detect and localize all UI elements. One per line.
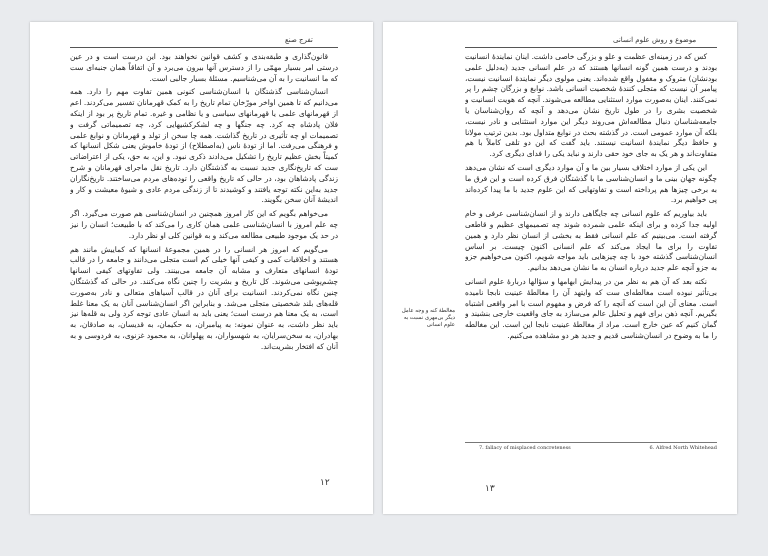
right-running-head: موضوع و روش علوم انسانی xyxy=(613,36,697,44)
left-page xyxy=(30,22,373,514)
right-header-rule xyxy=(465,47,717,48)
left-body-text xyxy=(70,52,338,462)
footnote-6: 6. Alfred North Whitehead xyxy=(649,445,717,451)
paragraph: قانون‌گذاری و طبقه‌بندی و کشف قوانین نخواهند بود. این درست است و در عین درستی امر بسیار مهمّی را از دسترس آنها بیرون می‌برد و آن اتفاقاً همان جنبه‌ای ست که ما انسانیت را به آن می‌شناسیم. مسئلهٔ بسیار جالبی است. xyxy=(70,52,338,83)
left-page-number: ۱۲ xyxy=(320,478,330,488)
paragraph: باید بیاوریم که علوم انسانی چه جایگاهی دارند و از انسان‌شناسی عرفی و خام اولیه جدا کرده و برای اینکه علمی شمرده شوند چه تصمیمهای عظیم و قاطعی گرفته است. می‌بینیم که علم انسانی فقط به بخشی از انسان نظر دارد و همین تفاوت را برای ما ایجاد می‌کند که علم انسانی اکنون چیست. بر اساس انسان‌شناسی گذشته خود با چه چیزهایی باید مواجه شویم، اکنون می‌خواهیم جزو به جزو آنچه علم جدید درباره انسان به ما نشان می‌دهد بدانیم. xyxy=(465,209,717,273)
paragraph: نکته بعد که آن هم به نظر من در پیدایش ابهامها و سؤالها دربارهٔ علوم انسانی بی‌تأثیر نبوده است مغالطه‌ای ست که وایتهد آن را مغالطهٔ عینیت نابجا نامیده است. معنای آن این است که آنچه را که فرض و مفهوم است با امر واقعی اشتباه بگیریم. آنچه ذهن برای فهم و تحلیل عالم می‌سازد به جای واقعیت خارجی بنشیند و گمان کنیم که عین خارج است. مراد از مغالطهٔ عینیت نابجا این است. این مغالطه را ما به وضوح در انسان‌شناسی قدیم و جدید هر دو مشاهده می‌کنیم. xyxy=(465,276,717,340)
right-body-text xyxy=(465,52,717,450)
paragraph: کس که در زمینه‌ای عظمت و علو و بزرگی خاصی داشت. اینان نمایندهٔ انسانیت بودند و درست همین گونه انسانها هستند که در علم انسانی جدید (به‌دلیل علمی بودنشان) متروک و مغفول واقع شده‌اند. یعنی مولوی دیگر نمایندهٔ انسانیت نیست، پیامبر آن نیست که متجلی کنندهٔ شخصیت انسانی باشد. نوابغ و بزرگان چشم را پر نمی‌کنند. اینان به‌صورت موارد استثنایی مطالعه می‌شوند. آنچه که هویت انسانیت و شخصیت بشری را در طول تاریخ نشان می‌دهد و آنچه که روان‌شناسان یا جامعه‌شناسان دنبال مطالعه‌اش می‌روند دیگر این موارد استثنایی و نادر نیست، بلکه آن موارد عمومی است. در گذشته بحث در نوابغ متداول بود. بدین ترتیب مولانا و حافظ دیگر نمایندهٔ انسانیت نیستند. باید گفت که این دو تلقی کاملاً با هم متفاوت‌اند و هر یک به جای خود حقی دارند و نباید یکی را فدای دیگری کرد. xyxy=(465,52,717,159)
paragraph: می‌گویم که امروز هر انسانی را در همین مجموعهٔ انسانها که کماییش مانند هم هستند و اخلاقیات کمی و کیفی آنها خیلی کم است متجلی می‌دانند و جامعه را در قالب تودهٔ انسانهای متعارف و مشابه آن جامعه می‌بینند. ولی تفاوتهای کیفی انسانها چشم‌پوشی می‌شوند. کل تاریخ و بشریت را چنین نگاه می‌کنند. در حالی که گذشتگان چنین نگاه نمی‌کردند. انسانیت برای آنان در قالب آسیاهای متعالی و نادر به‌صورت قله‌های بلند شخصیتی متجلی می‌شد. و بنابراین اگر انسان‌شناسی آنان به یک معنا غلط است، به یک معنا هم درست است؛ یعنی باید به انسان عادی توجه کرد ولی به قله‌ها نیز باید نظر داشت، به عنوان نمونه: به پیامبران، به حکیمان، به قدیسان، به صادقان، به بهادران، به سخن‌سرایان، به شهسواران، به پهلوانان، به محمود غزنوی، به فردوسی و به آنان که افتخار بشریت‌اند. xyxy=(70,244,338,351)
paragraph: انسان‌شناسی گذشتگان با انسان‌شناسی کنونی همین تفاوت مهم را دارد. همه می‌دانیم که تا همین اواخر مورّخان تمام تاریخ را به کمک قهرمانان تفسیر می‌کردند. اعم از قهرمانهای علمی یا قهرمانهای سیاسی و یا نظامی و غیره. تمام تاریخ پر بود از اینکه فلان پادشاه چه کرد. چه جنگها و چه لشکرکشیهایی کرد، چه تصمیماتی گرفت و تصمیمات او چه تأثیری در تاریخ گذاشت. همه چا سخن از تولد و قهرمانان و نوابغ علمی و فرهنگی می‌رفت. اما از تودهٔ ناس (به‌اصطلاح) از تودهٔ خاموش یعنی شکل انسانها که کمیتاً بخش عظیم تاریخ را تشکیل می‌دادند ذکری نبود. و این، به حق، یکی از اعتراضاتی ست که تاریخ‌نگاری جدید نسبت به گذشتگان دارد. تاریخ نقل ماجرای قهرمانان و شرح زندگی پادشاهان بود، در حالی که تاریخ واقعی را توده‌های مردم می‌ساختند. تاریخ‌نگاران جدید به‌این نکته توجه یافتند و کوشیدند تا از زندگی مردم عادی و شیوهٔ معیشت و کار و اندیشهٔ آنان سخن بگویند. xyxy=(70,87,338,205)
footnote-rule xyxy=(465,442,717,443)
left-header-rule xyxy=(70,47,338,48)
right-page xyxy=(383,22,737,514)
paragraph: می‌خواهم بگویم که این کار امروز همچنین در انسان‌شناسی هم صورت می‌گیرد. اگر چه علم امروز با انسان‌شناسی علمی همان کاری را می‌کند که با طبیعت؛ انسان را نیز در حد یک موجود طبیعی مطالعه می‌کند و به قوانین کلی او نظر دارد. xyxy=(70,209,338,240)
paragraph: این یکی از موارد اختلاف بسیار بین ما و آن موارد دیگری است که نشان می‌دهد چگونه جهان بینی ما و انسان‌شناسی ما با گذشتگان فرق کرده است و این فرق ما به برخی چیزها هم پرداخته است و تفاوتهایی که این علوم جدید با ما پیدا کرده‌اند پی خواهیم برد. xyxy=(465,162,717,205)
margin-note: مغالطهٔ کنه و وجه عامل دیگر بی‌مهری نسبت به علوم انسانی xyxy=(401,308,455,328)
footnote-7: 7. fallacy of misplaced concreteness xyxy=(479,445,571,451)
left-running-head: تفرج صنع xyxy=(285,36,313,44)
right-page-number: ۱۳ xyxy=(485,484,495,494)
